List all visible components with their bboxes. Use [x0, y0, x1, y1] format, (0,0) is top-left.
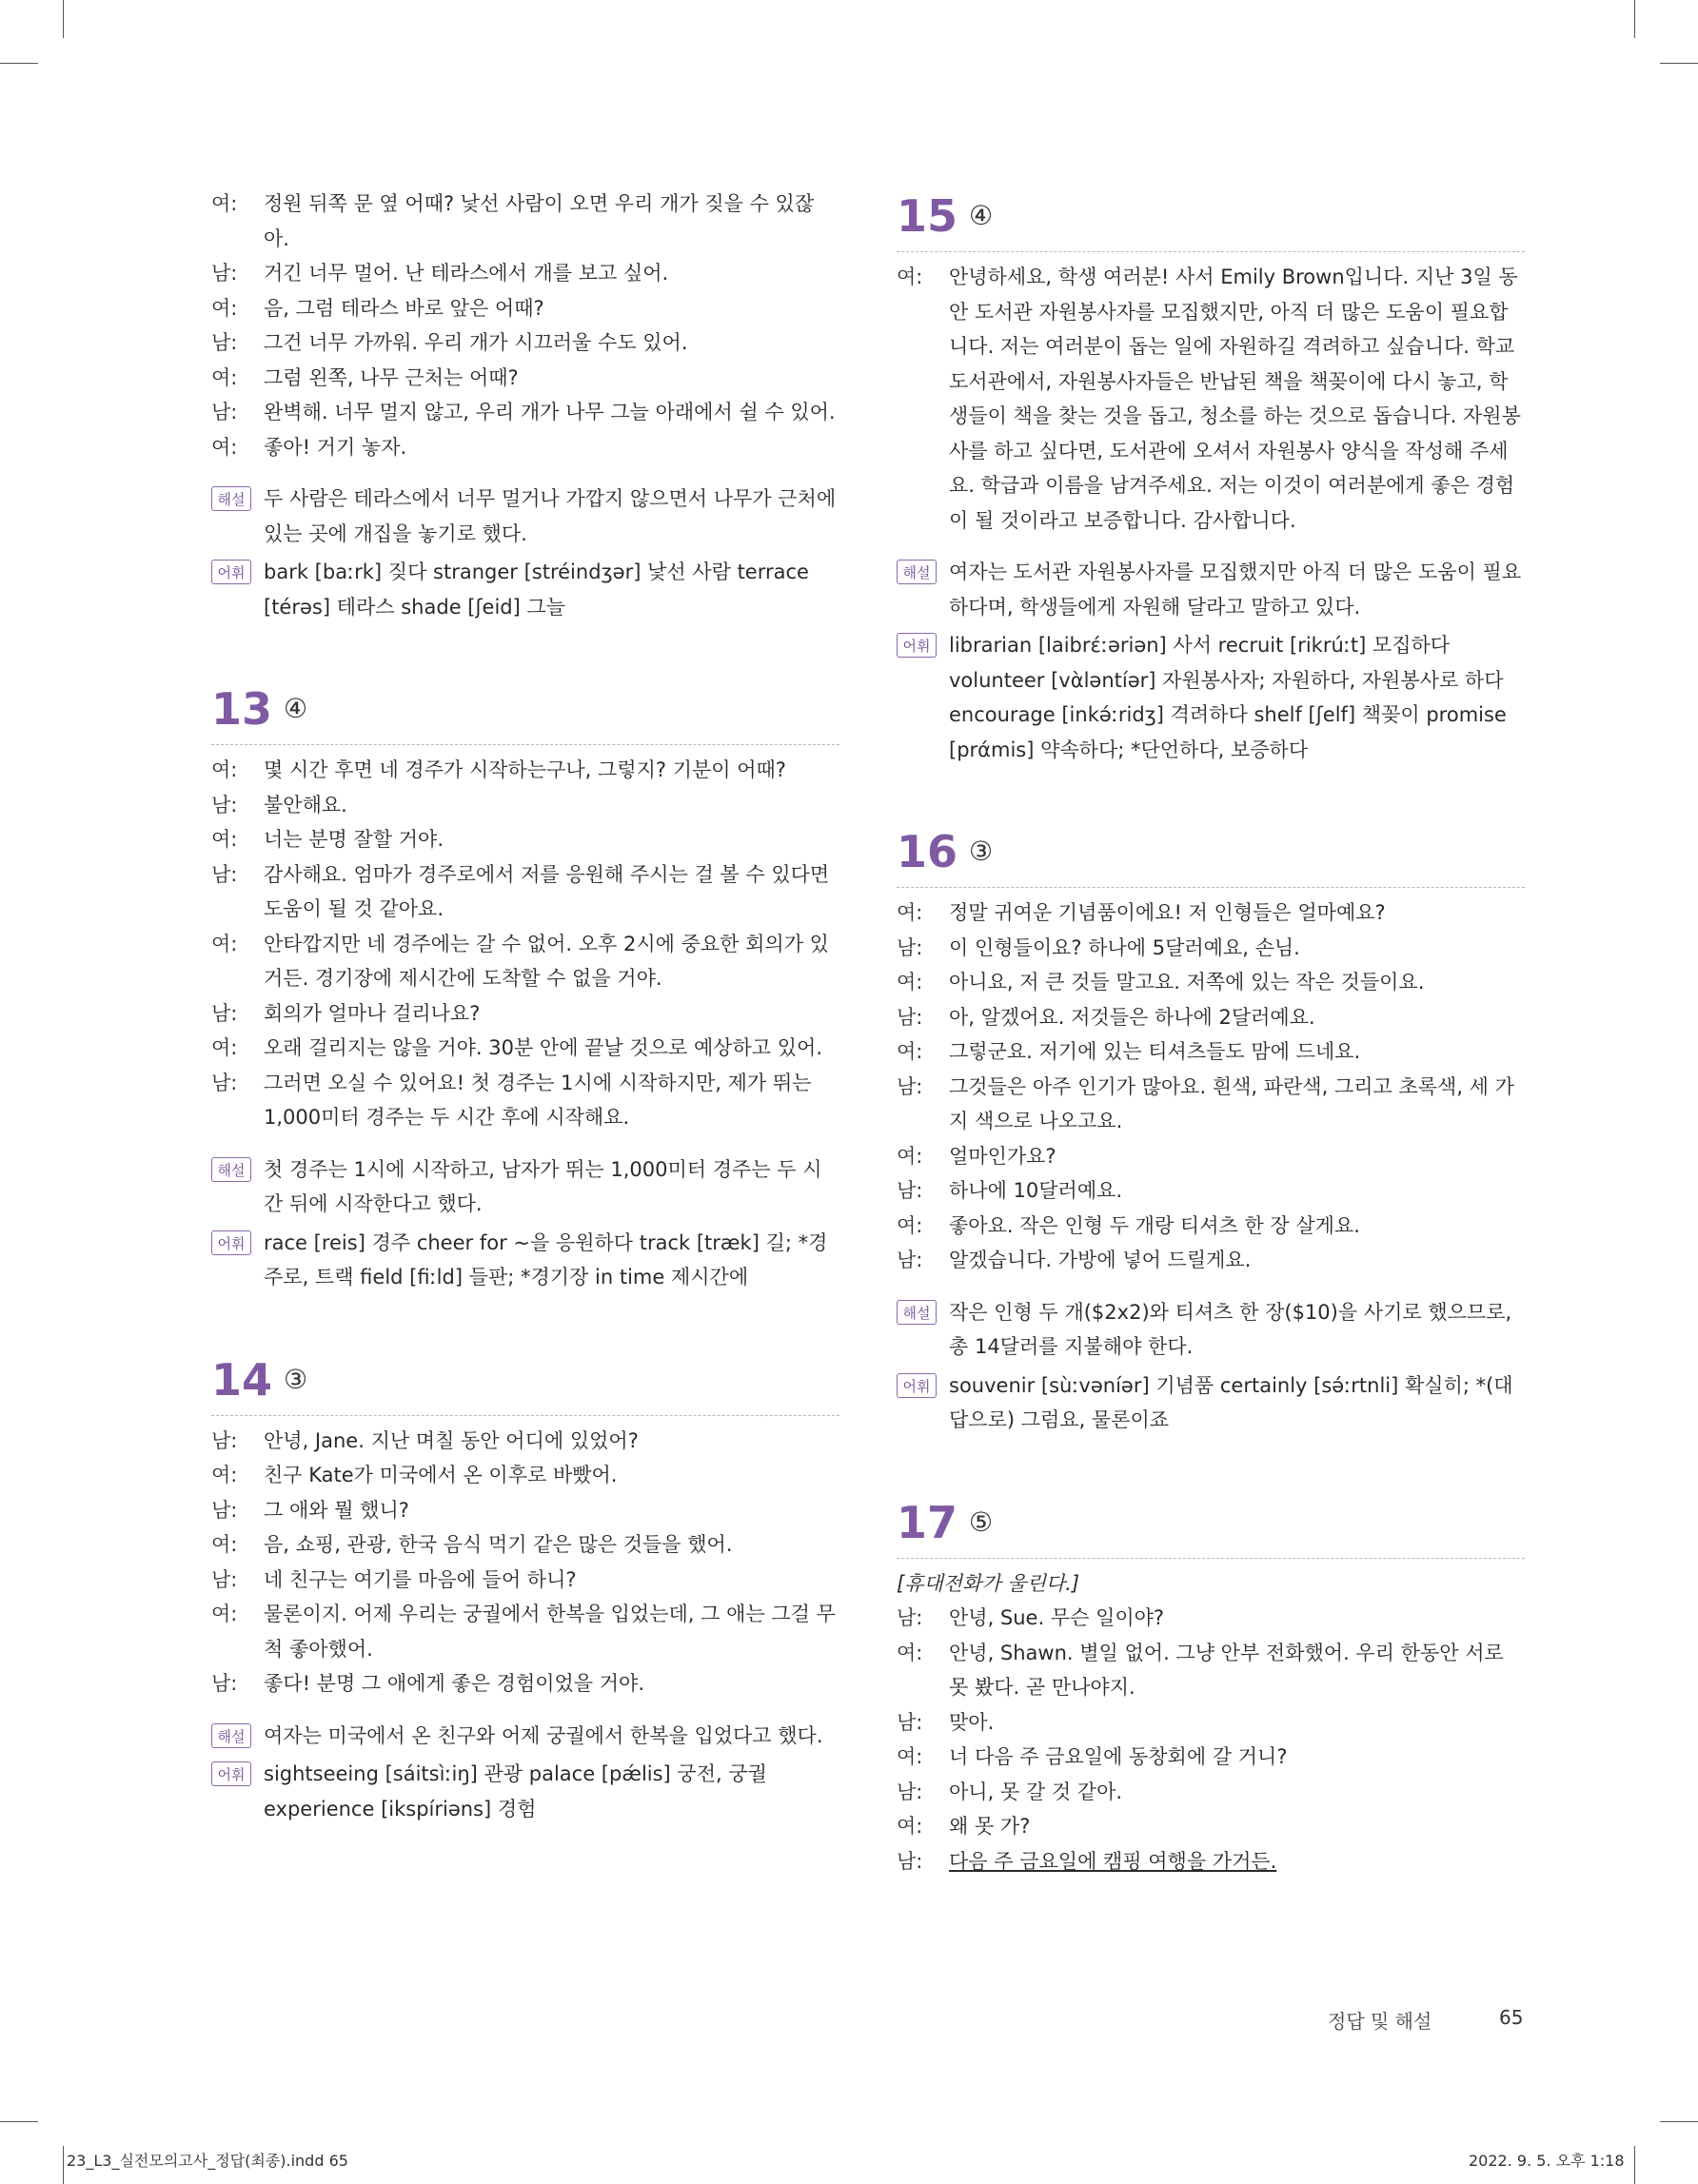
- vocabulary-badge: 어휘: [211, 1230, 251, 1255]
- dialogue-line: 여: 친구 Kate가 미국에서 온 이후로 바빴어.: [211, 1464, 618, 1486]
- dialogue-line: 남: 그건 너무 가까워. 우리 개가 시끄러울 수도 있어.: [211, 331, 688, 354]
- explanation: 해설 작은 인형 두 개($2x2)와 티셔츠 한 장($10)을 사기로 했으므로, 총 14달러를 지불해야 한다.: [897, 1295, 1525, 1365]
- print-slug-date: 2022. 9. 5. 오후 1:18: [1469, 2152, 1625, 2170]
- dialogue-line: 남: 안녕, Sue. 무슨 일이야?: [897, 1606, 1165, 1629]
- dialogue-line: 여: 좋아! 거기 놓자.: [211, 435, 407, 459]
- question-number: 15: [897, 190, 958, 242]
- dialogue-line: 여: 얼마인가요?: [897, 1144, 1056, 1168]
- answer-mark: ③: [969, 836, 994, 867]
- dialogue-line-answer: 남: 다음 주 금요일에 캠핑 여행을 가거든.: [897, 1849, 1277, 1873]
- question-header-15: [897, 187, 1525, 252]
- dialogue-line: 여: 안녕, Shawn. 별일 없어. 그냥 안부 전화했어. 우리 한동안 서로 못 봤다. 곧 만나야지.: [897, 1641, 1504, 1699]
- explanation-badge: 해설: [211, 1723, 251, 1748]
- dialogue-line: 여: 안녕하세요, 학생 여러분! 사서 Emily Brown입니다. 지난 3일 동안 도서관 자원봉사자를 모집했지만, 아직 더 많은 도움이 필요합니다. 저는 여러분이 돕는 일에 자원하길 격려하고 싶습니다. 학교 도서관에서, 자원봉사자들은 반납된 책을 책꽂이에 다시 놓고, 학생들이 책을 찾는 것을 돕고, 청소를 하는 것으로 돕습니다. 자원봉사를 하고 싶다면, 도서관에 오셔서 자원봉사 양식을 작성해 주세요. 학급과 이름을 남겨주세요. 저는 이것이 여러분에게 좋은 경험이 될 것이라고 보증합니다. 감사합니다.: [897, 266, 1521, 532]
- dialogue-line: 남: 안녕, Jane. 지난 며칠 동안 어디에 있었어?: [211, 1428, 639, 1452]
- vocabulary: 어휘 bark [baːrk] 짖다 stranger [stréindʒər] 낯선 사람 terrace [térəs] 테라스 shade [ʃeid] 그늘: [211, 555, 839, 624]
- dialogue-block-q15: [897, 260, 1525, 767]
- crop-mark: [63, 2146, 64, 2184]
- question-number: 14: [211, 1353, 273, 1406]
- dialogue-block-q16: [897, 895, 1525, 1438]
- right-column: [897, 187, 1525, 1879]
- crop-mark: [1660, 63, 1698, 64]
- question-header-17: [897, 1493, 1525, 1559]
- dialogue-line: 남: 이 인형들이요? 하나에 5달러예요, 손님.: [897, 935, 1300, 959]
- question-header-13: [211, 679, 839, 745]
- dialogue-line: 여: 음, 그럼 테라스 바로 앞은 어때?: [211, 296, 544, 320]
- crop-mark: [63, 0, 64, 38]
- dialogue-line: 여: 몇 시간 후면 네 경주가 시작하는구나, 그렇지? 기분이 어때?: [211, 758, 786, 781]
- dialogue-line: 여: 음, 쇼핑, 관광, 한국 음식 먹기 같은 많은 것들을 했어.: [211, 1533, 733, 1556]
- dialogue-line: 남: 그러면 오실 수 있어요! 첫 경주는 1시에 시작하지만, 제가 뛰는 1,000미터 경주는 두 시간 후에 시작해요.: [211, 1071, 812, 1129]
- dialogue-line: 남: 거긴 너무 멀어. 난 테라스에서 개를 보고 싶어.: [211, 262, 669, 285]
- dialogue-line: 여: 그럼 왼쪽, 나무 근처는 어때?: [211, 365, 519, 389]
- explanation: 해설 여자는 도서관 자원봉사자를 모집했지만 아직 더 많은 도움이 필요하다며, 학생들에게 자원해 달라고 말하고 있다.: [897, 555, 1525, 624]
- dialogue-line: 남: 그것들은 아주 인기가 많아요. 흰색, 파란색, 그리고 초록색, 세 가지 색으로 나오고요.: [897, 1074, 1514, 1132]
- answer-mark: ③: [284, 1363, 308, 1395]
- explanation: 해설 첫 경주는 1시에 시작하고, 남자가 뛰는 1,000미터 경주는 두 시간 뒤에 시작한다고 했다.: [211, 1152, 839, 1222]
- dialogue-line: 남: 불안해요.: [211, 793, 347, 817]
- vocabulary: 어휘 souvenir [sùːvəníər] 기념품 certainly [sə́ːrtnli] 확실히; *(대답으로) 그럼요, 물론이죠: [897, 1368, 1525, 1438]
- crop-mark: [1634, 0, 1635, 38]
- answer-mark: ⑤: [969, 1505, 994, 1538]
- underlined-answer: 다음 주 금요일에 캠핑 여행을 가거든.: [949, 1849, 1277, 1873]
- dialogue-line: 여: 정원 뒤쪽 문 옆 어때? 낯선 사람이 오면 우리 개가 짖을 수 있잖아.: [211, 192, 815, 250]
- explanation-badge: 해설: [211, 486, 251, 511]
- dialogue-line: 여: 좋아요. 작은 인형 두 개랑 티셔츠 한 장 살게요.: [897, 1213, 1360, 1237]
- dialogue-line: 여: 너는 분명 잘할 거야.: [211, 828, 444, 851]
- dialogue-block-q12-cont: [211, 187, 839, 624]
- dialogue-line: 여: 왜 못 가?: [897, 1815, 1031, 1838]
- question-number: 16: [897, 826, 958, 877]
- stage-direction: [휴대전화가 울린다.]: [897, 1571, 1080, 1595]
- explanation: 해설 두 사람은 테라스에서 너무 멀거나 가깝지 않으면서 나무가 근처에 있는 곳에 개집을 놓기로 했다.: [211, 482, 839, 551]
- dialogue-block-q17: [897, 1566, 1525, 1879]
- dialogue-line: 남: 좋다! 분명 그 애에게 좋은 경험이었을 거야.: [211, 1672, 645, 1695]
- dialogue-block-q14: [211, 1424, 839, 1827]
- vocabulary-badge: 어휘: [211, 1761, 251, 1786]
- explanation-badge: 해설: [211, 1157, 251, 1182]
- question-number: 13: [211, 683, 273, 735]
- dialogue-line: 남: 완벽해. 너무 멀지 않고, 우리 개가 나무 그늘 아래에서 쉴 수 있어.: [211, 401, 836, 423]
- vocabulary: 어휘 sightseeing [sáitsìːiŋ] 관광 palace [pǽlis] 궁전, 궁궐 experience [ikspíriəns] 경험: [211, 1757, 839, 1826]
- question-header-14: [211, 1350, 839, 1416]
- dialogue-line: 여: 오래 걸리지는 않을 거야. 30분 안에 끝날 것으로 예상하고 있어.: [211, 1036, 823, 1059]
- question-header-16: [897, 822, 1525, 888]
- vocabulary: 어휘 librarian [laibrέːəriən] 사서 recruit [rikrúːt] 모집하다 volunteer [vὰləntíər] 자원봉사자; 자원하다, 자원봉사로 하다 encourage [inkə́ːridʒ] 격려하다 shelf [ʃelf] 책꽂이 promise [prάmis] 약속하다; *단언하다, 보증하다: [897, 628, 1525, 767]
- crop-mark: [1660, 2121, 1698, 2122]
- page-number: 65: [1499, 2006, 1524, 2029]
- dialogue-line: 남: 아, 알겠어요. 저것들은 하나에 2달러예요.: [897, 1005, 1315, 1029]
- dialogue-line: 남: 네 친구는 여기를 마음에 들어 하니?: [211, 1567, 577, 1591]
- crop-mark: [1634, 2146, 1635, 2184]
- explanation: 해설 여자는 미국에서 온 친구와 어제 궁궐에서 한복을 입었다고 했다.: [211, 1719, 839, 1754]
- crop-mark: [0, 2121, 38, 2122]
- dialogue-line: 남: 회의가 얼마나 걸리나요?: [211, 1001, 481, 1025]
- dialogue-line: 남: 아니, 못 갈 것 같아.: [897, 1780, 1123, 1803]
- vocabulary-badge: 어휘: [897, 1373, 937, 1398]
- dialogue-block-q13: [211, 753, 839, 1295]
- dialogue-line: 여: 아니요, 저 큰 것들 말고요. 저쪽에 있는 작은 것들이요.: [897, 971, 1425, 994]
- answer-mark: ④: [969, 200, 994, 231]
- dialogue-line: 남: 감사해요. 엄마가 경주로에서 저를 응원해 주시는 걸 볼 수 있다면 도움이 될 것 같아요.: [211, 862, 830, 920]
- vocabulary: 어휘 race [reis] 경주 cheer for ~을 응원하다 track [træk] 길; *경주로, 트랙 field [fiːld] 들판; *경기장 in time 제시간에: [211, 1226, 839, 1295]
- section-label: 정답 및 해설: [1328, 2010, 1432, 2033]
- explanation-badge: 해설: [897, 560, 937, 584]
- dialogue-line: 여: 정말 귀여운 기념품이에요! 저 인형들은 얼마예요?: [897, 901, 1386, 924]
- dialogue-line: 남: 그 애와 뭘 했니?: [211, 1498, 409, 1522]
- left-column: [211, 187, 839, 1826]
- answer-mark: ④: [284, 693, 308, 724]
- print-slug-file: 23_L3_실전모의고사_정답(최종).indd 65: [67, 2152, 348, 2170]
- vocabulary-badge: 어휘: [897, 633, 937, 658]
- dialogue-line: 여: 안타깝지만 네 경주에는 갈 수 없어. 오후 2시에 중요한 회의가 있거든. 경기장에 제시간에 도착할 수 없을 거야.: [211, 932, 829, 990]
- dialogue-line: 남: 맞아.: [897, 1710, 995, 1734]
- dialogue-line: 여: 물론이지. 어제 우리는 궁궐에서 한복을 입었는데, 그 애는 그걸 무척 좋아했어.: [211, 1603, 836, 1661]
- question-number: 17: [897, 1496, 958, 1548]
- dialogue-line: 남: 알겠습니다. 가방에 넣어 드릴게요.: [897, 1249, 1252, 1271]
- explanation-badge: 해설: [897, 1300, 937, 1325]
- dialogue-line: 남: 하나에 10달러예요.: [897, 1179, 1123, 1202]
- crop-mark: [0, 63, 38, 64]
- dialogue-line: 여: 너 다음 주 금요일에 동창회에 갈 거니?: [897, 1745, 1288, 1768]
- vocabulary-badge: 어휘: [211, 560, 251, 584]
- dialogue-line: 여: 그렇군요. 저기에 있는 티셔츠들도 맘에 드네요.: [897, 1040, 1361, 1063]
